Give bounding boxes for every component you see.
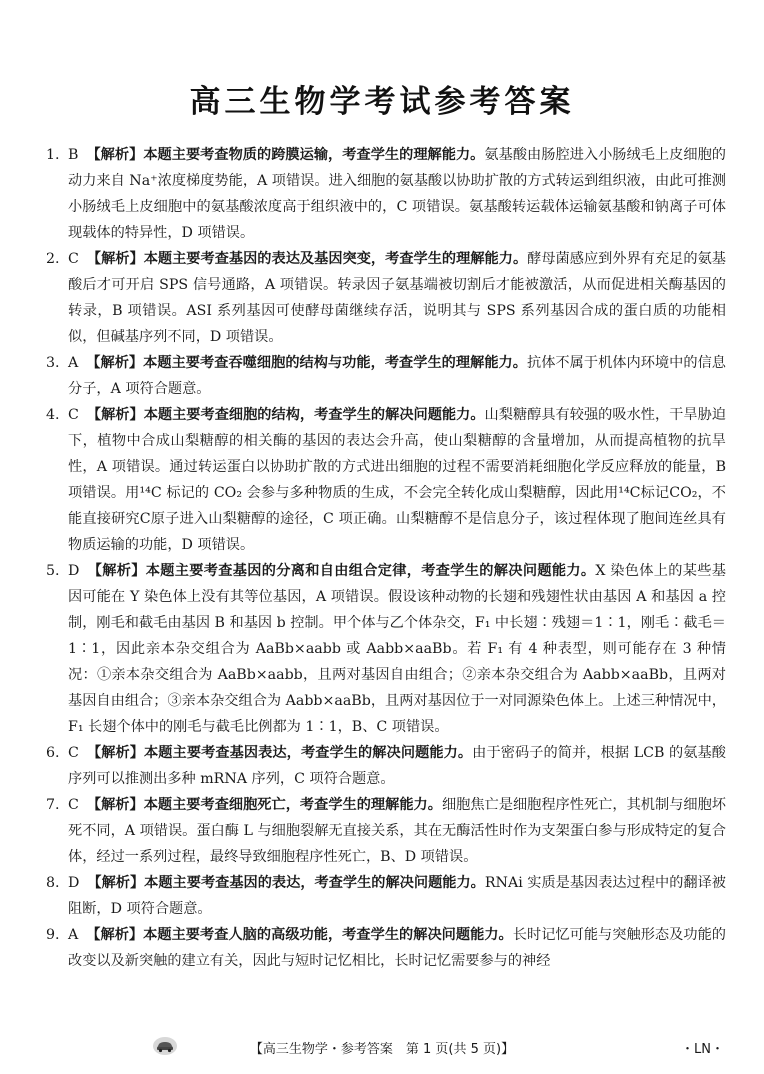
item-number: 3. [46, 355, 60, 371]
item-answer: C [68, 797, 79, 813]
item-body: 抗体不属于机体内环境中的信息分子，A 项符合题意。 [68, 355, 726, 397]
item-answer: B [68, 147, 79, 163]
item-answer: A [68, 927, 79, 943]
item-number: 9. [46, 927, 60, 943]
analysis-tag: 【解析】 [86, 147, 144, 163]
item-answer: C [68, 407, 79, 423]
item-heading: 本题主要考查吞噬细胞的结构与功能，考查学生的理解能力。 [143, 355, 527, 371]
answer-item-3 [46, 350, 726, 402]
analysis-tag: 【解析】 [87, 875, 145, 891]
item-answer: C [68, 251, 79, 267]
item-body: RNAi 实质是基因表达过程中的翻译被阻断，D 项符合题意。 [68, 875, 726, 917]
item-heading: 本题主要考查细胞死亡，考查学生的理解能力。 [143, 797, 442, 813]
page-title: 高三生物学考试参考答案 [189, 84, 575, 120]
answer-item-8 [46, 870, 726, 922]
answer-item-4 [46, 402, 726, 558]
item-answer: C [68, 745, 79, 761]
item-number: 7. [46, 797, 60, 813]
answer-item-6 [46, 740, 726, 792]
item-number: 6. [46, 745, 60, 761]
item-heading: 本题主要考查人脑的高级功能，考查学生的解决问题能力。 [143, 927, 513, 943]
answer-item-5 [46, 558, 726, 740]
item-body: X 染色体上的某些基因可能在 Y 染色体上没有其等位基因，A 项错误。假设该种动物的长翅和残翅性状由基因 A 和基因 a 控制，刚毛和截毛由基因 B 和基因 b 控制。甲个体与乙个体杂交，F₁ 中长翅∶残翅＝1∶1，刚毛∶截毛＝1∶1，因此亲本杂交组合为 AaBb×aabb 或 Aabb×aaBb。若 F₁ 有 4 种表型，则可能存在 3 种情况：①亲本杂交组合为 AaBb×aabb，且两对基因自由组合；②亲本杂交组合为 Aabb×aaBb，且两对基因自由组合；③亲本杂交组合为 Aabb×aaBb，且两对基因位于一对同源染色体上。上述三种情况中，F₁ 长翅个体中的刚毛与截毛比例都为 1∶1，B、C 项错误。 [68, 563, 726, 735]
item-heading: 本题主要考查物质的跨膜运输，考查学生的理解能力。 [143, 147, 485, 163]
item-body: 细胞焦亡是细胞程序性死亡，其机制与细胞坏死不同，A 项错误。蛋白酶 L 与细胞裂解无直接关系，其在无酶活性时作为支架蛋白参与形成特定的复合体，经过一系列过程，最终导致细胞程序性死亡，B、D 项错误。 [68, 797, 726, 865]
answer-list [46, 142, 726, 974]
item-heading: 本题主要考查细胞的结构，考查学生的解决问题能力。 [143, 407, 485, 423]
item-number: 1. [46, 147, 60, 163]
answer-item-1 [46, 142, 726, 246]
item-number: 5. [46, 563, 60, 579]
item-body: 山梨糖醇具有较强的吸水性，干旱胁迫下，植物中合成山梨糖醇的相关酶的基因的表达会升高，使山梨糖醇的含量增加，从而提高植物的抗旱性，A 项错误。通过转运蛋白以协助扩散的方式进出细胞的过程不需要消耗细胞化学反应释放的能量，B 项错误。用¹⁴C 标记的 CO₂ 会参与多种物质的生成，不会完全转化成山梨糖醇，因此用¹⁴C标记CO₂，不能直接研究C原子进入山梨糖醇的途径，C 项正确。山梨糖醇不是信息分子，该过程体现了胞间连丝具有物质运输的功能，D 项错误。 [68, 407, 726, 553]
analysis-tag: 【解析】 [86, 797, 144, 813]
analysis-tag: 【解析】 [86, 251, 144, 267]
item-body: 酵母菌感应到外界有充足的氨基酸后才可开启 SPS 信号通路，A 项错误。转录因子氨基端被切割后才能被激活，从而促进相关酶基因的转录，B 项错误。ASI 系列基因可使酵母菌继续存活，说明其与 SPS 系列基因合成的蛋白质的功能相似，但碱基序列不同，D 项错误。 [68, 251, 726, 345]
answer-item-7 [46, 792, 726, 870]
item-answer: D [68, 563, 80, 579]
item-number: 2. [46, 251, 60, 267]
item-body: 由于密码子的简并，根据 LCB 的氨基酸序列可以推测出多种 mRNA 序列，C 项符合题意。 [68, 745, 726, 787]
footer-code: ・LN・ [681, 1042, 724, 1057]
answer-item-2 [46, 246, 726, 350]
item-body: 氨基酸由肠腔进入小肠绒毛上皮细胞的动力来自 Na⁺浓度梯度势能，A 项错误。进入细胞的氨基酸以协助扩散的方式转运到组织液，由此可推测小肠绒毛上皮细胞中的氨基酸浓度高于组织液中的，C 项错误。氨基酸转运载体运输氨基酸和钠离子可体现载体的特异性，D 项错误。 [68, 147, 726, 241]
analysis-tag: 【解析】 [86, 355, 144, 371]
item-answer: D [68, 875, 80, 891]
item-heading: 本题主要考查基因的表达及基因突变，考查学生的理解能力。 [143, 251, 528, 267]
analysis-tag: 【解析】 [86, 745, 145, 761]
item-body: 长时记忆可能与突触形态及功能的改变以及新突触的建立有关，因此与短时记忆相比，长时记忆需要参与的神经 [68, 927, 726, 969]
analysis-tag: 【解析】 [87, 563, 146, 579]
item-heading: 本题主要考查基因表达，考查学生的解决问题能力。 [144, 745, 473, 761]
footer-page-info: 【高三生物学・参考答案 第 1 页(共 5 页)】 [249, 1042, 515, 1057]
answer-item-9 [46, 922, 726, 974]
item-heading: 本题主要考查基因的表达，考查学生的解决问题能力。 [144, 875, 485, 891]
page-footer [0, 1036, 764, 1058]
analysis-tag: 【解析】 [86, 927, 144, 943]
item-heading: 本题主要考查基因的分离和自由组合定律，考查学生的解决问题能力。 [145, 563, 596, 579]
analysis-tag: 【解析】 [86, 407, 144, 423]
item-answer: A [68, 355, 79, 371]
item-number: 8. [46, 875, 60, 891]
item-number: 4. [46, 407, 60, 423]
